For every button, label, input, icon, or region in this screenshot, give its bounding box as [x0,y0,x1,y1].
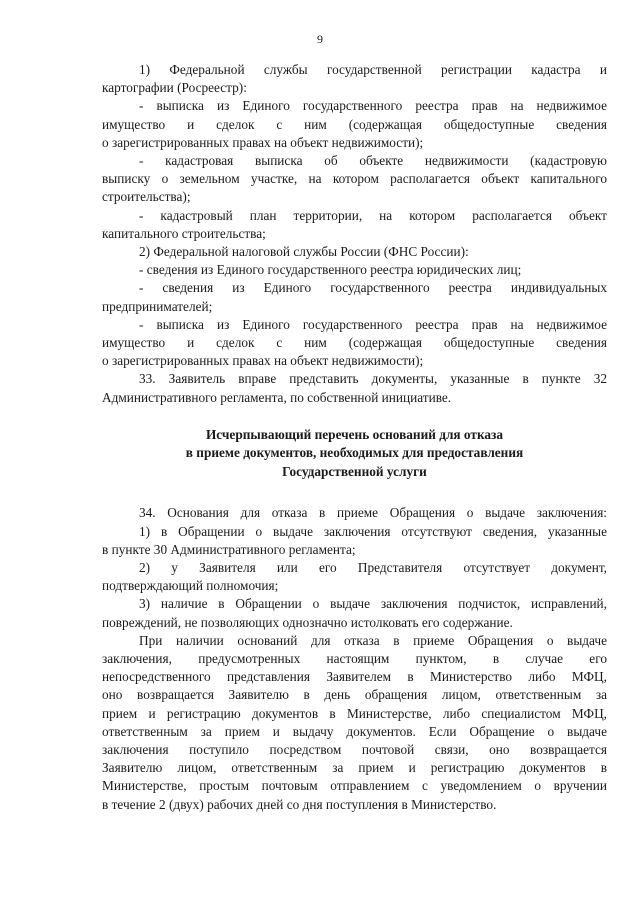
text-line: - выписка из Единого государственного реестра прав на недвижимое [139,316,607,332]
text-line: подтверждающий полномочия; [102,578,279,594]
text-line: 1) в Обращении о выдаче заключения отсутствуют сведения, указанные [139,523,607,539]
text-line: заключения, предусмотренных настоящим пунктом, в случае его [102,650,607,666]
text-line: Заявителю лицом, ответственным за прием и регистрацию документов в [102,760,607,776]
text-line: 2) у Заявителя или его Представителя отсутствует документ, [139,559,607,575]
heading-line: Государственной услуги [282,463,427,479]
text-line: о зарегистрированных правах на объект недвижимости); [102,134,424,150]
section-heading [102,426,607,482]
text-line: картографии (Росреестр): [102,80,247,96]
text-line: 34. Основания для отказа в приеме Обращения о выдаче заключения: [139,505,607,521]
text-line: повреждений, не позволяющих однозначно истолковать его содержание. [102,614,513,630]
text-line: оно возвращается Заявителю в день обращения лицом, ответственным за [102,687,607,703]
text-line: Министерстве, простым почтовым отправлением с уведомлением о вручении [102,778,607,794]
page-number: 9 [317,32,323,46]
text-line: прием и регистрацию документов в Министерстве, либо специалистом МФЦ, [102,705,607,721]
text-line: - сведения из Единого государственного реестра юридических лиц; [139,262,522,278]
heading-line: в приеме документов, необходимых для предоставления [185,445,524,461]
heading-line: Исчерпывающий перечень оснований для отказа [205,426,504,442]
text-line: ответственным за прием и выдачу документов. Если Обращение о выдаче [102,723,607,739]
text-line: - кадастровый план территории, на котором располагается объект [139,207,607,223]
text-line: - кадастровая выписка об объекте недвижимости (кадастровую [139,153,607,169]
text-line: При наличии оснований для отказа в приеме Обращения о выдаче [139,632,607,648]
text-line: 33. Заявитель вправе представить документы, указанные в пункте 32 [139,371,607,387]
text-line: заключения поступило посредством почтовой связи, оно возвращается [102,742,607,757]
text-line: предпринимателей; [102,298,213,314]
text-line: о зарегистрированных правах на объект недвижимости); [102,353,424,369]
text-line: имущество и сделок с ним (содержащая общедоступные сведения [102,335,607,351]
text-line: в пункте 30 Административного регламента; [102,541,356,557]
text-line: - сведения из Единого государственного реестра индивидуальных [139,280,607,296]
document-body [102,61,607,814]
text-line: 2) Федеральной налоговой службы России (ФНС России): [139,244,469,260]
text-line: капитального строительства; [102,225,266,241]
text-line: 3) наличие в Обращении о выдаче заключения подчисток, исправлений, [139,596,607,612]
text-line: имущество и сделок с ним (содержащая общедоступные сведения [102,116,607,132]
text-line: выписку о земельном участке, на котором располагается объект капитального [102,171,607,187]
text-line: строительства); [102,189,191,205]
text-line: 1) Федеральной службы государственной регистрации кадастра и [139,62,607,77]
text-line: - выписка из Единого государственного реестра прав на недвижимое [139,98,607,114]
text-line: непосредственного представления Заявителем в Министерство либо МФЦ, [102,669,607,685]
text-line: Административного регламента, по собственной инициативе. [102,389,452,405]
text-line: в течение 2 (двух) рабочих дней со дня поступления в Министерство. [102,796,497,812]
